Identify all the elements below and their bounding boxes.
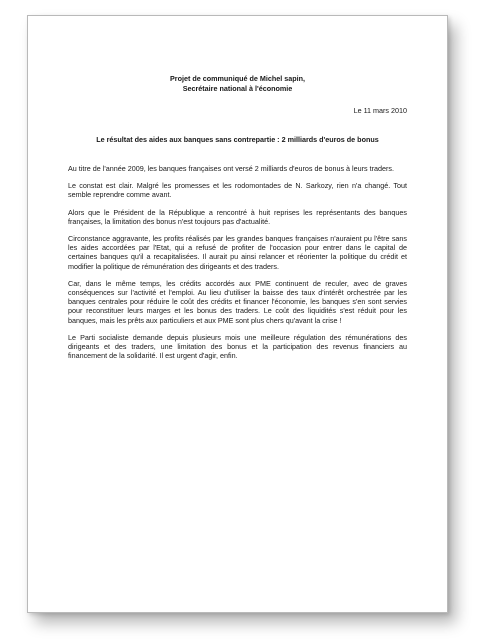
document-date: Le 11 mars 2010: [353, 106, 407, 115]
heading-author-line: Projet de communiqué de Michel sapin,: [170, 74, 305, 83]
heading-title-line: Secrétaire national à l'économie: [182, 83, 293, 93]
document-subject: Le résultat des aides aux banques sans contrepartie : 2 milliards d'euros de bonus: [96, 135, 379, 144]
document-page: [27, 15, 448, 613]
paragraph-6: Le Parti socialiste demande depuis plusieurs mois une meilleure régulation des rémunérations des dirigeants et des traders, une limitation des bonus et la participation des revenus financiers au financement de la solidarité. Il est urgent d'agir, enfin.: [68, 332, 407, 361]
paragraph-3: Alors que le Président de la République a rencontré à huit reprises les représentants des banques françaises, la limitation des bonus n'est toujours pas d'actualité.: [68, 207, 407, 226]
paragraph-4: Circonstance aggravante, les profits réalisés par les grandes banques françaises n'auraient pu l'être sans les aides accordées par l'Etat, qui a refusé de profiter de l'occasion pour entrer dans le capital de certaines banques qu'il a recapitalisées. Il aurait pu ainsi relancer et réorienter la politique du crédit et modifier la politique de rémunération des dirigeants et des traders.: [68, 234, 407, 271]
paragraph-5: Car, dans le même temps, les crédits accordés aux PME continuent de reculer, avec de graves conséquences sur l'activité et l'emploi. Au lieu d'utiliser la baisse des taux d'intérêt orchestrée par les banques centrales pour réduire le coût des crédits et financer l'économie, les banques s'en sont servies pour reconstituer leurs marges et les bonus des traders. Le coût des liquidités s'est réduit pour les banques, mais les prêts aux particuliers et aux PME sont plus chers qu'avant la crise !: [68, 278, 407, 325]
document-heading: [68, 74, 407, 93]
paragraph-2: Le constat est clair. Malgré les promesses et les rodomontades de N. Sarkozy, rien n'a changé. Tout semble reprendre comme avant.: [68, 181, 407, 200]
paragraph-1: Au titre de l'année 2009, les banques françaises ont versé 2 milliards d'euros de bonus à leurs traders.: [68, 164, 394, 173]
document-body: [68, 164, 407, 360]
